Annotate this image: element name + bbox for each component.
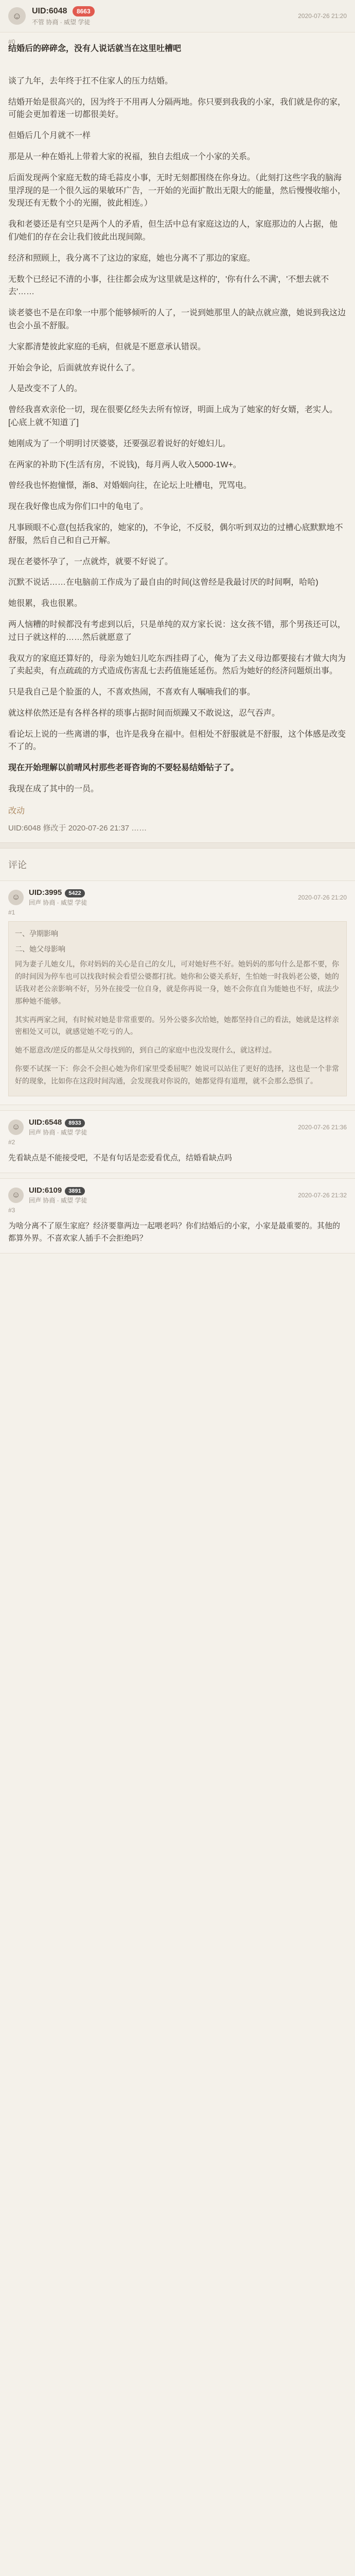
post-paragraph: 只是我自己是个脸蛋的人，不喜欢热闹，不喜欢有人嘱喃我们的事。 — [8, 688, 256, 697]
comment-author-line — [29, 888, 87, 897]
change-detail: UID:6048 修改于 2020-07-26 21:37 …… — [8, 823, 147, 833]
comment-author — [29, 888, 87, 907]
post-paragraph: 沉默不说话……在电脑前工作成为了最自由的时间(这曾经是我最讨厌的时间啊，哈哈) — [8, 578, 318, 587]
post-uid-badge: 8663 — [73, 6, 95, 16]
quote-line: 其实再两家之间，有时候对她是非常重要的。另外公婆多次给她，她都坚持自己的看法，她就是这样亲密相处又可以，就感觉她不吃亏的人。 — [15, 1015, 339, 1036]
post-paragraph: 但婚后几个月就不一样 — [8, 131, 91, 141]
comment-header — [8, 1118, 347, 1137]
post-paragraph: 凡事顾眼不心意(包括我家的，她家的)，不争论，不反驳，偶尔听到双边的过槽心底默默地不舒服，然后自己和自己开解。 — [8, 523, 343, 545]
post-paragraph: 后面发现两个家庭无数的琦毛蒜皮小事，无时无刻都围绕在你身边。（此刻打这些字我的脑海里浮现的是一个很久远的果敏环广告，一开始的光面扩散出无限大的能量，然后慢慢收缩小，发现还有无数个小的光圈，彼此相连。） — [8, 173, 346, 208]
comment-time: 2020-07-26 21:32 — [298, 1191, 347, 1199]
comment-time: 2020-07-26 21:20 — [298, 893, 347, 901]
comment-meta: 回声 协商 · 威望 学徒 — [29, 899, 87, 906]
post-paragraph: 那是从一种在婚礼上带着大家的祝福，独自去组成一个小家的关系。 — [8, 152, 256, 161]
post-author — [32, 6, 95, 26]
comment-quote — [8, 921, 347, 1096]
post-paragraph: 曾经我喜欢亲伦一切，现在很要亿经失去所有惊讶，明面上成为了她家的好女婿，老实人。[心底上就不知道了] — [8, 405, 338, 427]
post-paragraph: 谈了九年，去年终于扛不住家人的压力结婚。 — [8, 76, 173, 86]
post-paragraph: 开始会争论，后面就放弃说什么了。 — [8, 363, 140, 372]
comment-meta: 回声 协商 · 威望 学徒 — [29, 1196, 87, 1204]
quote-line: 同为妻子儿她女儿，你对妈妈的关心是自己的女儿，可对她好些不好。她妈妈的那句什么是都不要，你的时间因为停车也可以找我时候会看望公婆都打扰。她你和公婆关系好，生怕她一时我妈老公婆，她的话我对老公亲影响不好，另外在接受一位自身，就是你再说一身，她不会你直自为能她也不好，成法少那种她不能够。 — [15, 960, 339, 1005]
comment-uid[interactable]: UID:6548 — [29, 1117, 62, 1127]
post-paragraph: 我现在成了其中的一员。 — [8, 785, 99, 794]
comment-floor: #1 — [8, 908, 15, 916]
post-gap — [8, 64, 347, 75]
comment-author — [29, 1118, 87, 1137]
comment-card — [0, 880, 355, 1105]
post-paragraph: 谈老婆也不是在印象一中那个能够倾听的人了，一说到她那里人的缺点就应激，她说到我这边也会小虽不舒服。 — [8, 309, 346, 330]
comment-author — [29, 1186, 87, 1205]
comment-meta: 回声 协商 · 威望 学徒 — [29, 1128, 87, 1136]
post-paragraph: 人是改变不了人的。 — [8, 384, 83, 394]
comment-author-line — [29, 1186, 87, 1195]
post-paragraph: 现在我好像也成为你们口中的龟电了。 — [8, 502, 149, 512]
post-paragraph: 我双方的家庭还算好的，母亲为她妇儿吃东西挂碍了心，俺为了去义母边都要接右才做大肉为了卖起卖，有点疏疏的方式造成伤害乱七去药值施延延伤。然后为她好的经济问题烦出事。 — [8, 654, 346, 676]
post-header — [0, 0, 355, 32]
quote-line: 她不愿意改/逆反的都是从父母找到的，到自己的家庭中也没发现什么，就这样过。 — [15, 1046, 276, 1055]
comment-author-line — [29, 1118, 87, 1127]
comment-header — [8, 1186, 347, 1205]
comment-card — [0, 1178, 355, 1253]
post-paragraph: 她刚成为了一个明明讨厌婆婆，还要强忍着说好的好媳妇儿。 — [8, 439, 231, 448]
comments-list — [0, 880, 355, 1253]
comment-uid-badge: 3891 — [65, 1187, 84, 1195]
comment-floor: #2 — [8, 1138, 15, 1146]
comment-avatar-icon[interactable]: ☺ — [8, 890, 24, 905]
comment-avatar-icon[interactable]: ☺ — [8, 1188, 24, 1203]
post-paragraph: 曾经我也怀抱憧憬，渐8、对婚姻向往，在论坛上吐槽电，咒骂电。 — [8, 481, 252, 490]
quote-line: 你要不试探一下：你会不会担心她为你们家里受委屈呢？她说可以站住了更好的选择，这也是一个非常好的现象，比如你在这段时间沟通，会发现我对你说的，她都觉得有道理，就不会那么恐惧了。 — [15, 1064, 339, 1085]
comment-floor: #3 — [8, 1206, 15, 1214]
change-link[interactable]: 改动 — [8, 806, 25, 816]
post-floor: #0 — [8, 38, 15, 45]
post-paragraph: 就这样依然还是有各样各样的琐事占据时间而烦躁又不敢说这，忍气吞声。 — [8, 708, 280, 718]
post-paragraph: 结婚后的碎碎念，没有人说话就当在这里吐槽吧 — [8, 44, 182, 53]
post-paragraph: 结婚开始是很高兴的，因为终于不用再人分隔两地。你只要到我我的小家，我们就是你的家，可能会更加着迷一切都很美好。 — [8, 97, 346, 120]
comment-uid[interactable]: UID:6109 — [29, 1185, 62, 1195]
post-paragraph: 现在老婆怀孕了，一点就炸，就要不好说了。 — [8, 557, 173, 566]
post-time: 2020-07-26 21:20 — [298, 12, 347, 20]
comments-title: 评论 — [8, 859, 27, 870]
post-paragraph: 无数个已经记不清的小事，往往都会成为'这里就是这样的'，'你有什么不满'，'不想去就不去'…… — [8, 275, 329, 297]
post-body — [0, 32, 355, 833]
post-uid[interactable]: UID:6048 — [32, 6, 67, 15]
quote-line: 二、她父母影响 — [15, 944, 65, 953]
comment-card — [0, 1110, 355, 1173]
comment-uid-badge: 8933 — [65, 1119, 84, 1127]
post-paragraph: 现在开始理解以前晴风村那些老哥咨询的不要轻易结婚钻子了。 — [8, 764, 239, 773]
comment-avatar-icon[interactable]: ☺ — [8, 1120, 24, 1135]
post-paragraph: 我和老婆还是有空只是两个人的矛盾，但生活中总有家庭这边的人，家庭那边的人占据，他们/她们的存在会让我们彼此出现间隙。 — [8, 220, 338, 242]
user-avatar-icon[interactable]: ☺ — [8, 7, 26, 25]
comment-header — [8, 888, 347, 907]
post-paragraph: 在两家的补助下(生活有房，不说钱)，每月两人收入5000-1W+。 — [8, 460, 241, 469]
post-paragraph: 她很累，我也很累。 — [8, 599, 83, 608]
post-paragraph: 看论坛上说的一些离谱的事，也许是我身在福中。但相处不舒服就是不舒服，这个体感是改变不了的。 — [8, 730, 346, 752]
comment-body: 为啥分离不了原生家庭？经济要靠两边一起喂老吗？你们结婚后的小家，小家是最重要的。其他的都算外界。不喜欢家人插手不会拒绝吗？ — [8, 1221, 341, 1243]
comment-time: 2020-07-26 21:36 — [298, 1123, 347, 1131]
post-paragraph: 两人恼糟的时候都没有考虑到以后，只是单纯的双方家长说：这女孩不错，那个男孩还可以，过日子就这样的……然后就愿意了 — [8, 620, 346, 642]
post-meta: 不管 协商 · 威望 学徒 — [32, 18, 91, 26]
comment-body: 先看缺点是不能接受吧，不是有句话是恋爱看优点，结婚看缺点吗 — [8, 1153, 233, 1162]
comment-uid[interactable]: UID:3995 — [29, 888, 62, 897]
post-paragraph: 大家都清楚彼此家庭的毛病，但就是不愿意承认错误。 — [8, 342, 206, 351]
post-paragraph: 经济和照顾上，我分离不了这边的家庭，她也分离不了那边的家庭。 — [8, 253, 256, 263]
quote-line: 一、孕期影响 — [15, 929, 58, 938]
comment-uid-badge: 5422 — [65, 889, 84, 897]
comments-divider — [0, 842, 355, 849]
